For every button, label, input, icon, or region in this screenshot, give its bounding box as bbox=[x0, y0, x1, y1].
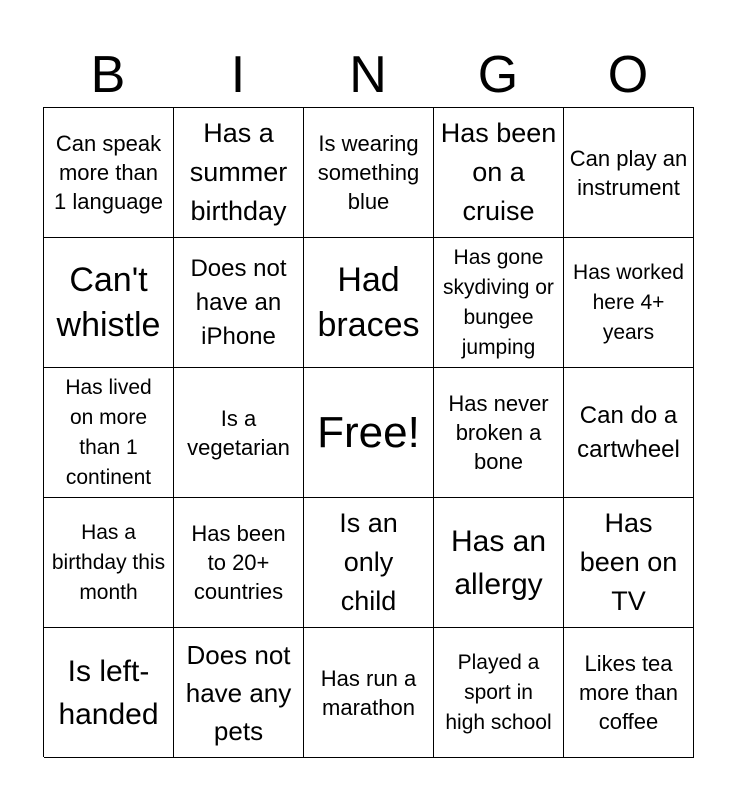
cell-text: Has been on a cruise bbox=[440, 118, 557, 226]
cell-text: Does not have any pets bbox=[185, 639, 292, 746]
bingo-cell[interactable] bbox=[434, 108, 564, 238]
bingo-cell[interactable] bbox=[564, 368, 694, 498]
bingo-cell[interactable] bbox=[434, 368, 564, 498]
cell-text: Is wearing something blue bbox=[317, 131, 420, 214]
cell-text: Is an only child bbox=[339, 508, 398, 616]
bingo-cell[interactable] bbox=[44, 368, 174, 498]
bingo-cell[interactable] bbox=[174, 238, 304, 368]
bingo-cell[interactable] bbox=[44, 108, 174, 238]
cell-text: Has lived on more than 1 continent bbox=[65, 375, 152, 489]
cell-text: Does not have an iPhone bbox=[190, 254, 287, 350]
bingo-cell[interactable] bbox=[44, 238, 174, 368]
bingo-cell[interactable] bbox=[44, 628, 174, 758]
bingo-cell[interactable] bbox=[174, 498, 304, 628]
bingo-cell[interactable] bbox=[304, 628, 434, 758]
free-space[interactable] bbox=[304, 368, 434, 498]
cell-text: Has run a marathon bbox=[320, 665, 417, 720]
cell-text: Can't whistle bbox=[56, 260, 161, 344]
bingo-cell[interactable] bbox=[174, 368, 304, 498]
cell-text: Can speak more than 1 language bbox=[54, 131, 163, 214]
bingo-cell[interactable] bbox=[564, 238, 694, 368]
cell-text: Has been to 20+ countries bbox=[191, 521, 286, 604]
cell-text: Has worked here 4+ years bbox=[573, 260, 684, 344]
cell-text: Had braces bbox=[317, 260, 420, 344]
cell-text: Has an allergy bbox=[450, 524, 547, 601]
cell-text: Has gone skydiving or bungee jumping bbox=[443, 245, 554, 359]
bingo-board bbox=[43, 107, 694, 757]
cell-text: Has a birthday this month bbox=[51, 520, 166, 604]
header-letter-b: B bbox=[90, 46, 126, 104]
free-space-text: Free! bbox=[317, 407, 420, 457]
cell-text: Has a summer birthday bbox=[189, 118, 288, 226]
cell-text: Is left-handed bbox=[58, 654, 159, 731]
header-letter-n: N bbox=[349, 46, 387, 104]
bingo-cell[interactable] bbox=[434, 498, 564, 628]
bingo-cell[interactable] bbox=[304, 238, 434, 368]
cell-text: Likes tea more than coffee bbox=[578, 651, 679, 734]
cell-text: Played a sport in high school bbox=[445, 650, 552, 734]
header-letter-g: G bbox=[477, 46, 519, 104]
cell-text: Is a vegetarian bbox=[187, 405, 290, 460]
bingo-cell[interactable] bbox=[564, 628, 694, 758]
bingo-cell[interactable] bbox=[304, 498, 434, 628]
bingo-cell[interactable] bbox=[174, 628, 304, 758]
bingo-cell[interactable] bbox=[564, 108, 694, 238]
cell-text: Has been on TV bbox=[579, 508, 678, 616]
bingo-cell[interactable] bbox=[564, 498, 694, 628]
bingo-cell[interactable] bbox=[174, 108, 304, 238]
cell-text: Can play an instrument bbox=[569, 145, 688, 200]
bingo-cell[interactable] bbox=[44, 498, 174, 628]
header-letter-o: O bbox=[607, 46, 649, 104]
bingo-cell[interactable] bbox=[434, 238, 564, 368]
bingo-cell[interactable] bbox=[304, 108, 434, 238]
cell-text: Can do a cartwheel bbox=[577, 401, 680, 463]
bingo-cell[interactable] bbox=[434, 628, 564, 758]
header-letter-i: I bbox=[230, 46, 246, 104]
cell-text: Has never broken a bone bbox=[448, 391, 549, 474]
bingo-header bbox=[43, 42, 693, 108]
